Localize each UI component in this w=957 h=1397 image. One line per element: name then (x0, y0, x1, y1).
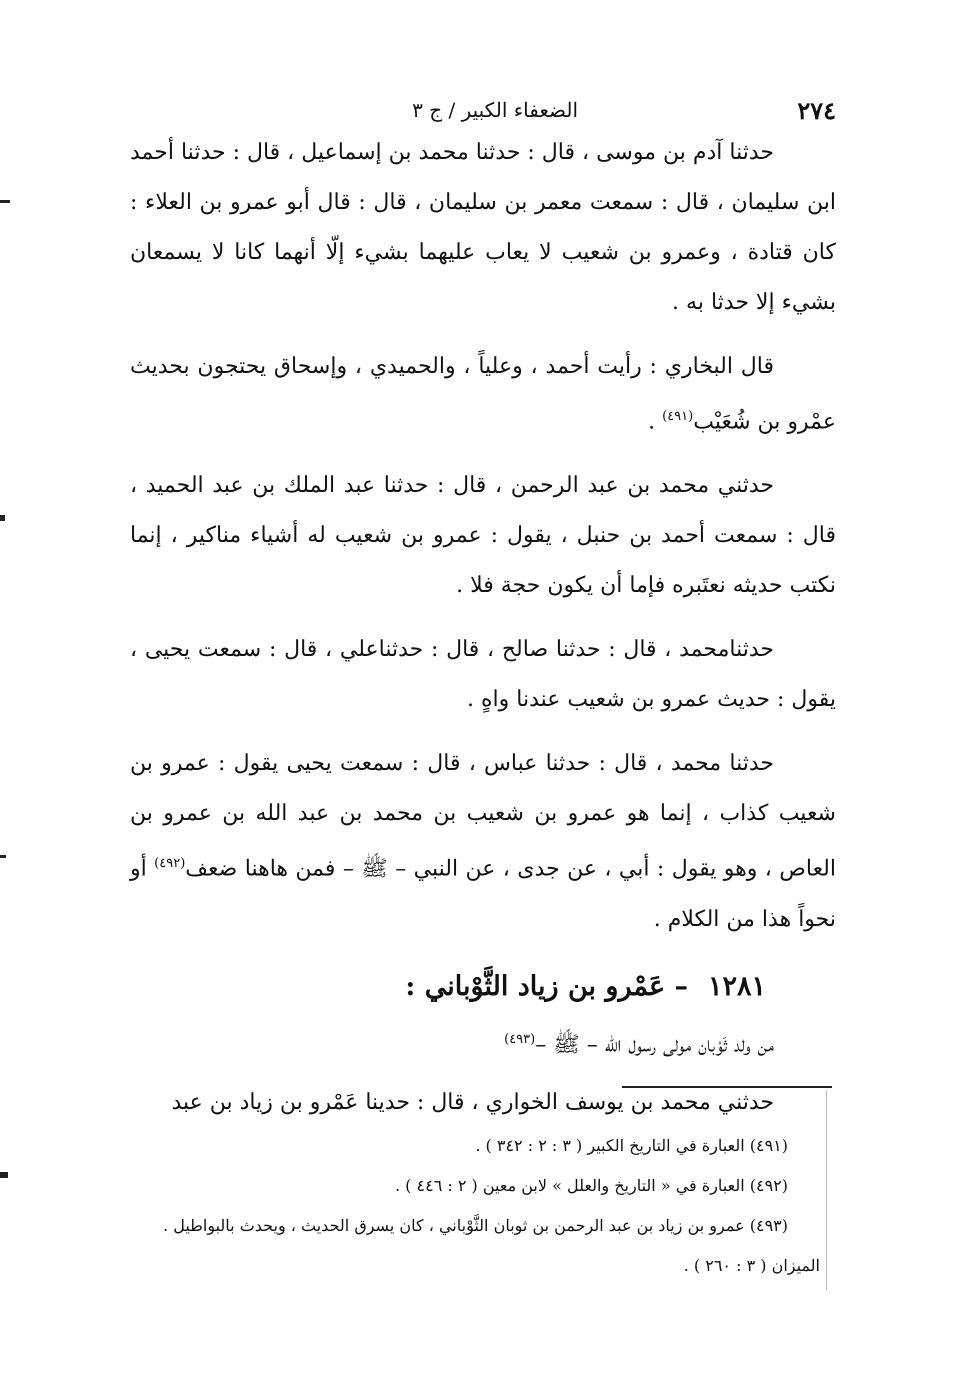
paragraph-5-end: أو نحواً هذا من الكلام . (130, 856, 836, 932)
paragraph-6: حدثني محمد بن يوسف الخواري ، قال : حدينا عَمْرو بن زياد بن عبد (171, 1089, 774, 1115)
footnote-491: (٤٩١) العبارة في التاريخ الكبير ( ٣ : ٢ : ٣٤٢ ) . (475, 1136, 788, 1155)
paragraph-5 (130, 739, 836, 944)
entry-number: ١٢٨١ (707, 970, 766, 1002)
scan-edge-mark (0, 1172, 8, 1178)
running-title: الضعفاء الكبير / ج ٣ (412, 98, 578, 122)
footnote-492: (٤٩٢) العبارة في « التاريخ والعلل » لابن معين ( ٢ : ٤٤٦ ) . (395, 1176, 788, 1195)
entry-name: عَمْرو بن زياد الثَّوْباني : (405, 970, 666, 1002)
footnote-ref-493: (٤٩٣) (504, 1031, 536, 1047)
scan-edge-mark (0, 200, 10, 203)
footnote-separator (622, 1086, 832, 1088)
footnotes (130, 1126, 820, 1286)
entry-heading (130, 959, 766, 1015)
paragraph-5-text: حدثنا محمد ، قال : حدثنا عباس ، قال : سمعت يحيى يقول : عمرو بن شعيب كذاب ، إنما هو عمرو بن شعيب بن محمد بن عبد الله بن عمرو بن العاص ، وهو يقول : أبي ، عن جدى ، عن النبي – ﷺ – فمن هاهنا ضعف (130, 751, 836, 882)
paragraph-3: حدثني محمد بن عبد الرحمن ، قال : حدثنا عبد الملك بن عبد الحميد ، قال : سمعت أحمد بن حنبل ، يقول : عمرو بن شعيب له أشياء مناكير ، إنما نكتب حديثه نعتَبره فإما أن يكون حجة فلا . (130, 473, 836, 599)
paragraph-4: حدثنامحمد ، قال : حدثنا صالح ، قال : حدثناعلي ، قال : سمعت يحيى ، يقول : حديث عمرو بن شعيب عندنا واهٍ . (130, 637, 836, 713)
footnote-ref-491: (٤٩١) (662, 409, 694, 424)
scan-edge-mark (0, 515, 5, 521)
paragraph-2-text: قال البخاري : رأيت أحمد ، وعلياً ، والحميدي ، وإسحاق يحتجون بحديث عمْرو بن شُعَيْب (130, 354, 836, 435)
paragraph-2 (130, 342, 836, 447)
margin-line (826, 1090, 827, 1290)
entry-subtitle (130, 1015, 836, 1070)
page-number: ٢٧٤ (797, 96, 836, 125)
entry-subtitle-text: من ولد ثَوْبان مولى رسول الله – ﷺ – (535, 1031, 774, 1057)
entry-dash: – (674, 970, 688, 1002)
paragraph-1: حدثنا آدم بن موسى ، قال : حدثنا محمد بن إسماعيل ، قال : حدثنا أحمد ابن سليمان ، قال : سمعت معمر بن سليمان ، قال : قال أبو عمرو بن العلاء : كان قتادة ، وعمرو بن شعيب لا يعاب عليهما بشيء إلّا أنهما كانا لا يسمعان بشيء إلا حدثا به . (130, 140, 836, 315)
main-text (130, 128, 836, 1142)
footnote-493: (٤٩٣) عمرو بن زياد بن عبد الرحمن بن ثوبان الثَّوْباني ، كان يسرق الحديث ، ويحدث بالبواطيل . الميزان ( ٣ : ٢٦٠ ) . (163, 1216, 820, 1275)
scan-edge-mark (0, 855, 6, 858)
footnote-ref-492: (٤٩٢) (154, 856, 186, 872)
paragraph-2-end: . (648, 409, 663, 435)
